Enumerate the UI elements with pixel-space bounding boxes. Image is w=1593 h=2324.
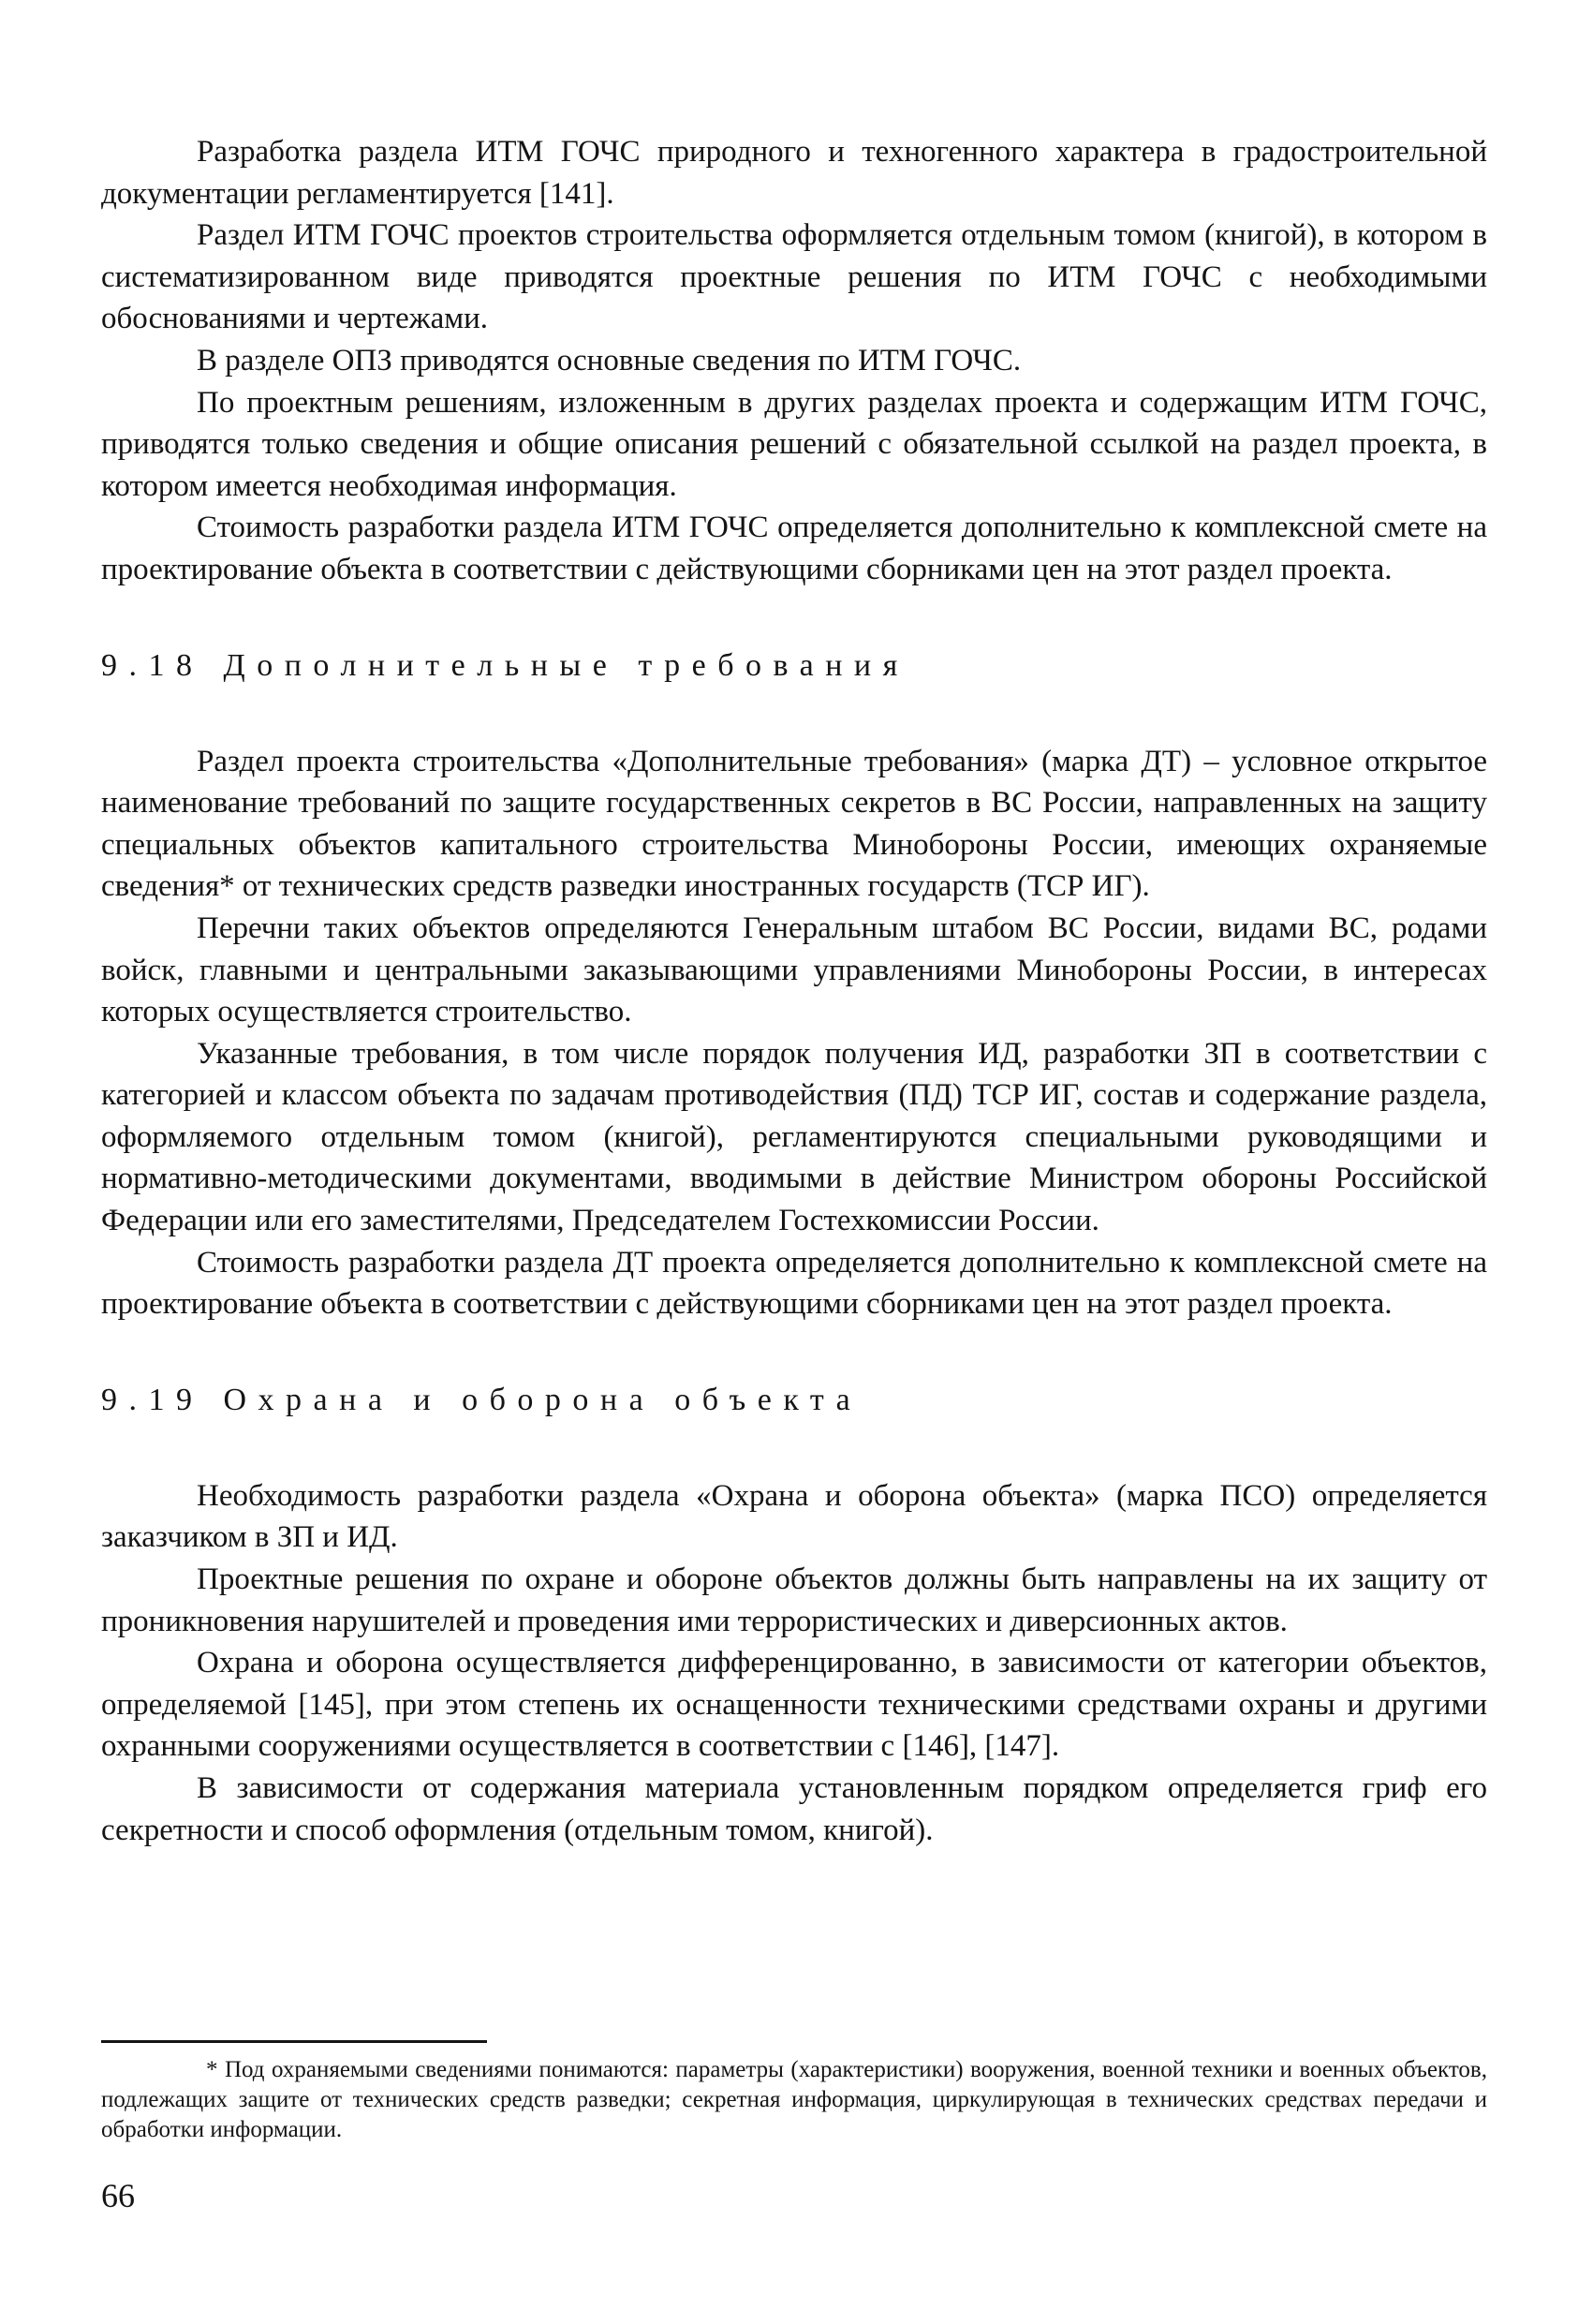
paragraph-dt-definition: Раздел проекта строительства «Дополнительные требования» (марка ДТ) – условное открытое наименование требований по защите государственных секретов в ВС России, направленных на защиту специальных объектов капитального строительства Минобороны России, имеющих охраняемые сведения* от технических средств разведки иностранных государств (ТСР ИГ). [101, 744, 1487, 904]
paragraph-itm-gochs-regulation: Разработка раздела ИТМ ГОЧС природного и техногенного характера в градостроительной документации регламентируется [141]. [101, 135, 1487, 211]
paragraph-pso-secrecy: В зависимости от содержания материала установленным порядком определяется гриф его секретности и способ оформления (отдельным томом, книгой). [101, 1771, 1487, 1847]
footnote-text: * Под охраняемыми сведениями понимаются: параметры (характеристики) вооружения, военной техники и военных объектов, подлежащих защите от технических средств разведки; секретная информация, циркулирующая в технических средствах передачи и обработки информации. [101, 2057, 1487, 2142]
paragraph-pso-necessity: Необходимость разработки раздела «Охрана и оборона объекта» (марка ПСО) определяется заказчиком в ЗП и ИД. [101, 1478, 1487, 1555]
section-heading-additional-requirements: 9.18 Дополнительные требования [101, 647, 909, 683]
paragraph-pso-differentiation: Охрана и оборона осуществляется дифференцированно, в зависимости от категории объектов, определяемой [145], при этом степень их оснащенности техническими средствами охраны и другими охранными сооружениями осуществляется в соответствии с [146], [147]. [101, 1646, 1487, 1764]
footnote-divider [101, 2040, 487, 2043]
page-number: 66 [101, 2177, 135, 2214]
paragraph-dt-cost: Стоимость разработки раздела ДТ проекта определяется дополнительно к комплексной смете на проектирование объекта в соответствии с действующими сборниками цен на этот раздел проекта. [101, 1245, 1487, 1322]
paragraph-itm-gochs-cost: Стоимость разработки раздела ИТМ ГОЧС определяется дополнительно к комплексной смете на проектирование объекта в соответствии с действующими сборниками цен на этот раздел проекта. [101, 511, 1487, 586]
paragraph-pso-design-decisions: Проектные решения по охране и обороне объектов должны быть направлены на их защиту от проникновения нарушителей и проведения ими террористических и диверсионных актов. [101, 1562, 1487, 1638]
section-heading-object-protection: 9.19 Охрана и оборона объекта [101, 1382, 863, 1417]
paragraph-other-sections: По проектным решениям, изложенным в других разделах проекта и содержащим ИТМ ГОЧС, приводятся только сведения и общие описания решений с обязательной ссылкой на раздел проекта, в котором имеется необходимая информация. [101, 385, 1487, 503]
paragraph-opz-summary: В разделе ОПЗ приводятся основные сведения по ИТМ ГОЧС. [197, 343, 1022, 377]
paragraph-dt-object-lists: Перечни таких объектов определяются Генеральным штабом ВС России, видами ВС, родами войск, главными и центральными заказывающими управлениями Минобороны России, в интересах которых осуществляется строительство. [101, 910, 1487, 1029]
footnote [101, 2055, 1487, 2145]
paragraph-dt-regulation: Указанные требования, в том числе порядок получения ИД, разработки ЗП в соответствии с категорией и классом объекта по задачам противодействия (ПД) ТСР ИГ, состав и содержание раздела, оформляемого отдельным томом (книгой), регламентируются специальными руководящими и нормативно-методическими документами, вводимыми в действие Министром обороны Российской Федерации или его заместителями, Председателем Гостехкомиссии России. [101, 1036, 1487, 1238]
paragraph-itm-gochs-volume: Раздел ИТМ ГОЧС проектов строительства оформляется отдельным томом (книгой), в котором в систематизированном виде приводятся проектные решения по ИТМ ГОЧС с необходимыми обоснованиями и чертежами. [101, 218, 1487, 336]
page-body [101, 131, 1487, 1851]
